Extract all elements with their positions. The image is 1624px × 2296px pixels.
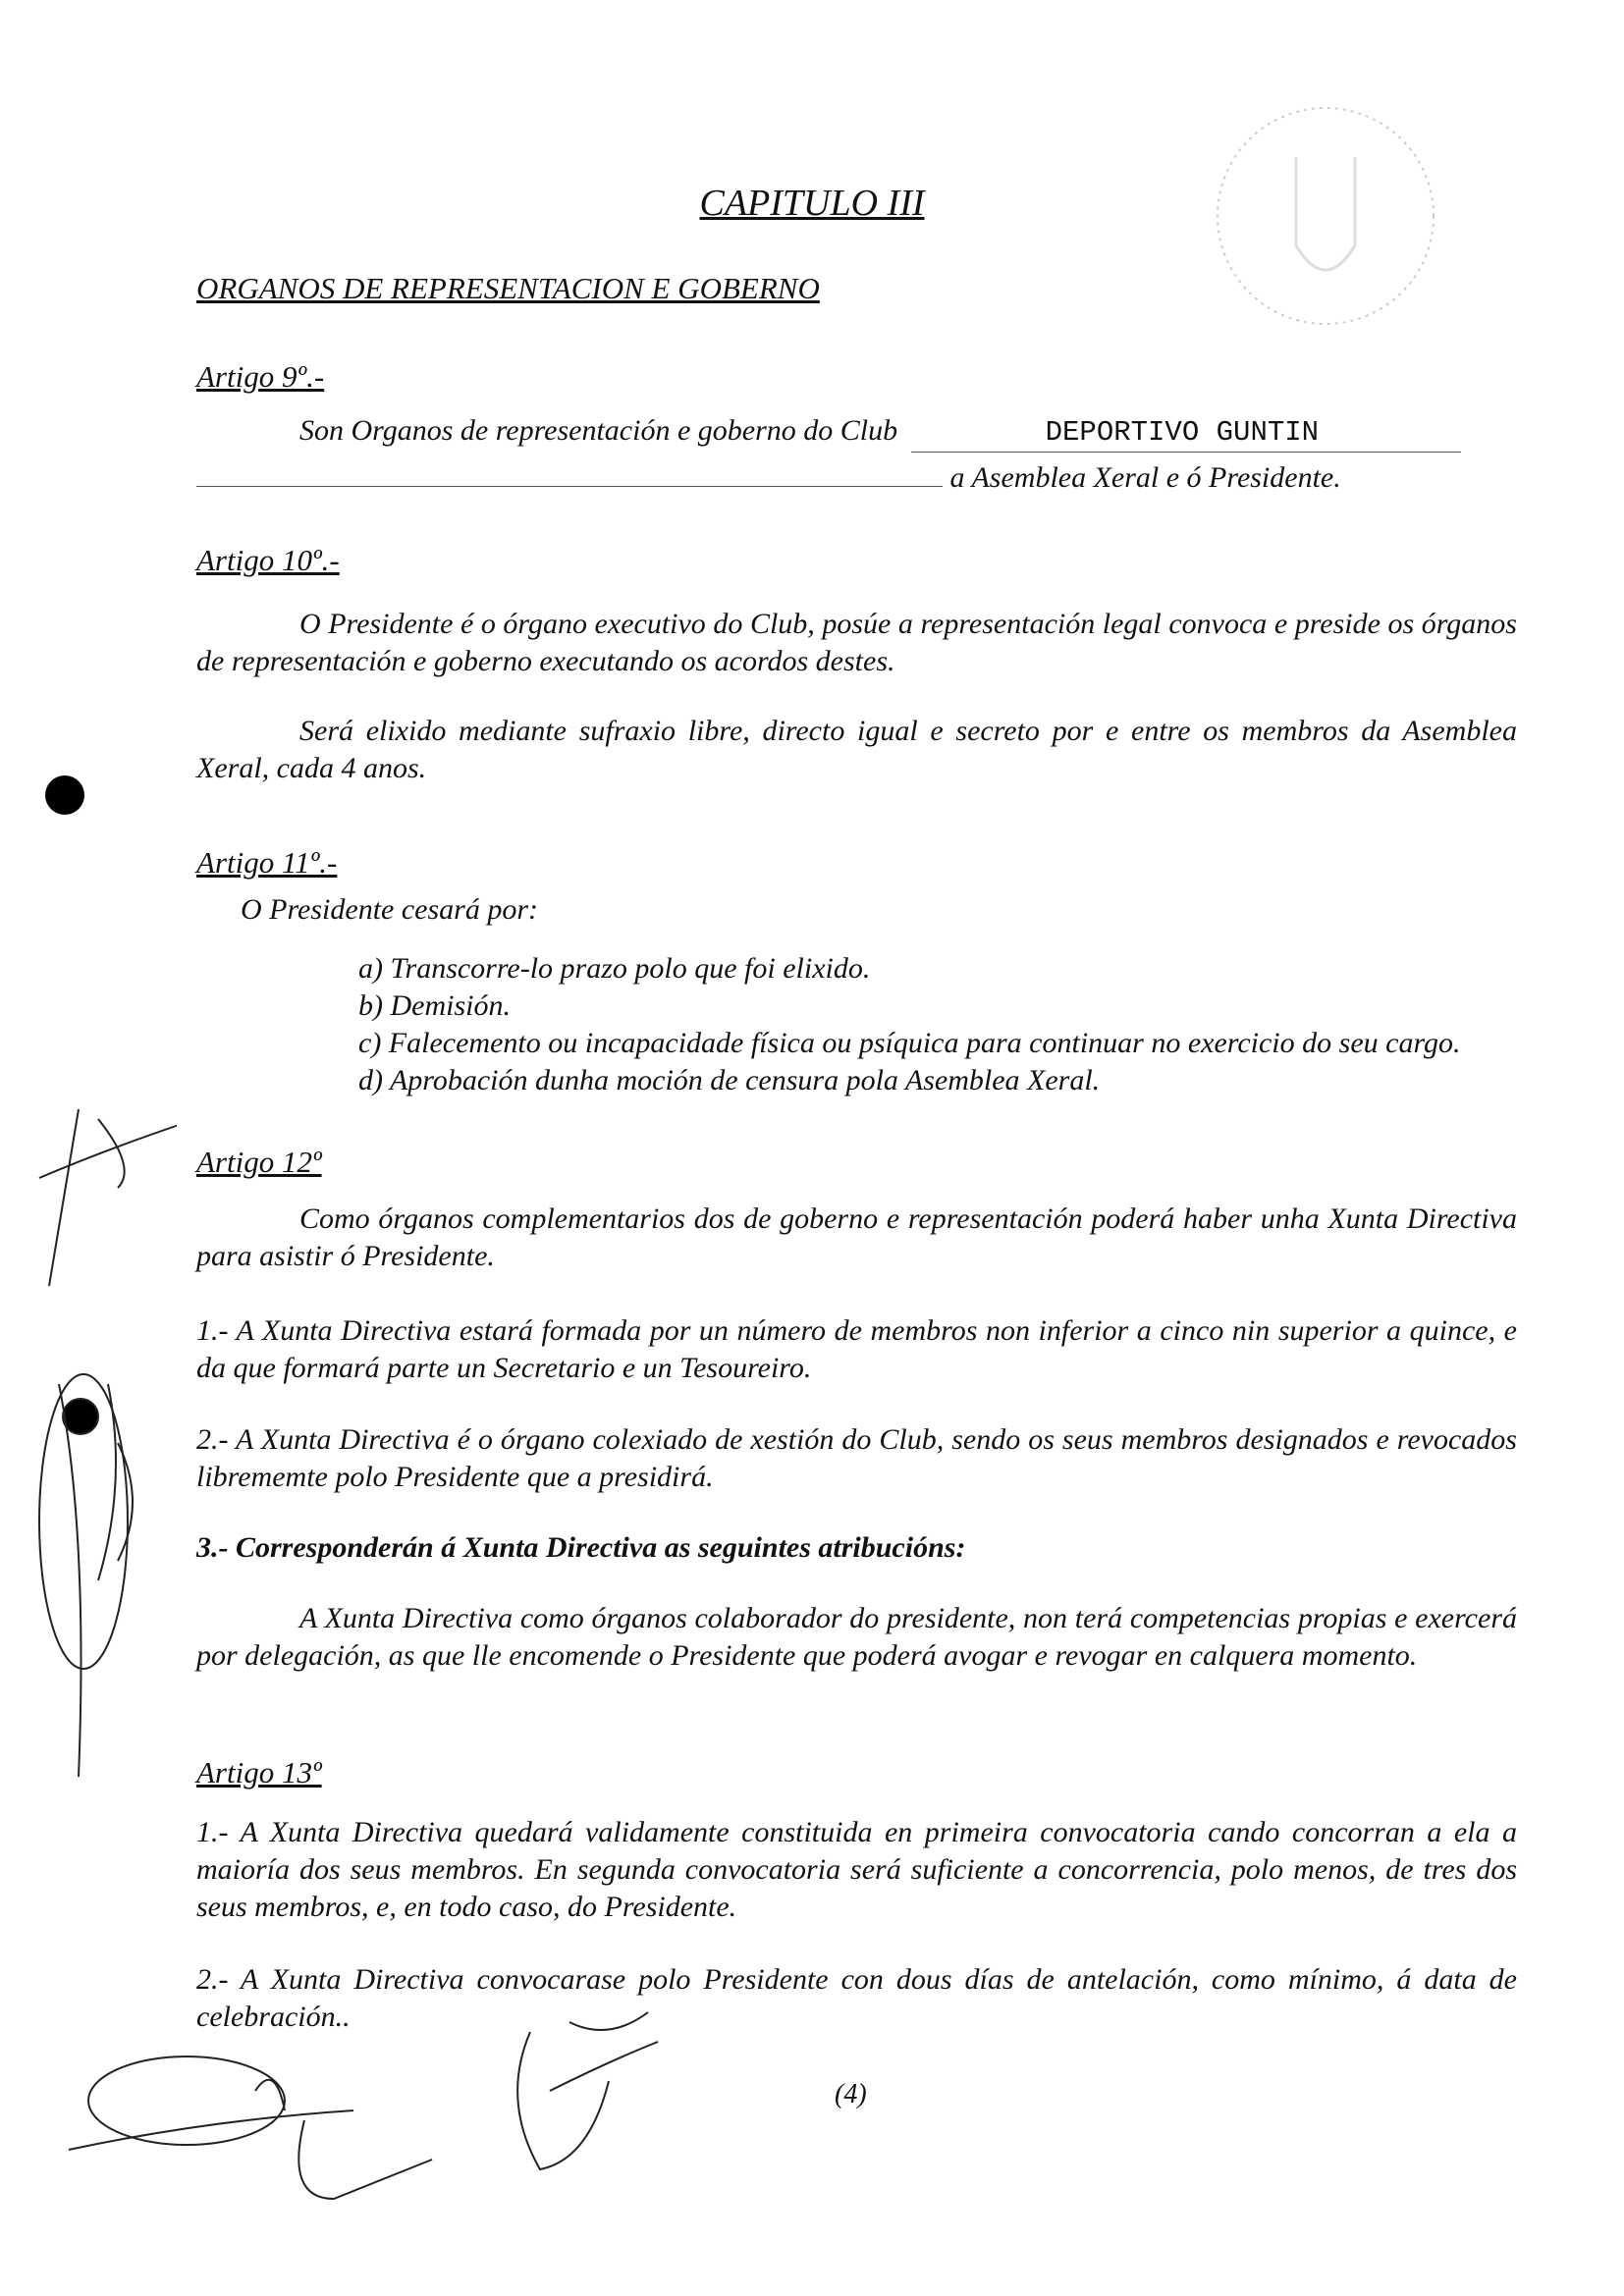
margin-signatures [20, 1090, 177, 1806]
list-item: c) Falecemento ou incapacidade física ou psíquica para continuar no exercicio do seu cargo. [358, 1027, 1461, 1059]
bottom-signatures [59, 2002, 746, 2258]
art11-list [196, 950, 1517, 1099]
list-item: a) Transcorre-lo prazo polo que foi elixido. [358, 952, 871, 985]
art9-heading: Artigo 9º.- [196, 359, 325, 394]
chapter-title: CAPITULO III [699, 183, 925, 224]
art11-heading: Artigo 11º.- [196, 845, 338, 880]
art10-heading: Artigo 10º.- [196, 543, 340, 577]
art12-p2: 1.- A Xunta Directiva estará formada por un número de membros non inferior a cinco nin superior a quince, e da que formará parte un Secretario e un Tesoureiro. [196, 1314, 1517, 1384]
list-item: b) Demisión. [358, 989, 511, 1022]
art13-heading: Artigo 13º [196, 1755, 322, 1789]
stamp-seal [1198, 98, 1453, 353]
art10-p2: Será elixido mediante sufraxio libre, directo igual e secreto por e entre os membros da Asemblea Xeral, cada 4 anos. [196, 715, 1517, 784]
list-item: d) Aprobación dunha moción de censura pola Asemblea Xeral. [358, 1064, 1101, 1096]
art12-p5: A Xunta Directiva como órganos colaborador do presidente, non terá competencias propias e exercerá por delegación, as que lle encomende o Presidente que poderá avogar e revogar en calquera momento. [196, 1602, 1517, 1672]
section-title: ORGANOS DE REPRESENTACION E GOBERNO [196, 271, 820, 305]
art9-text1: Son Organos de representación e goberno do Club [299, 414, 898, 447]
art9-text [196, 412, 1517, 453]
art9-text2: a Asemblea Xeral e ó Presidente. [949, 461, 1341, 494]
art12-heading: Artigo 12º [196, 1145, 322, 1179]
art12-p4: 3.- Corresponderán á Xunta Directiva as seguintes atribucións: [196, 1531, 966, 1564]
club-name: DEPORTIVO GUNTIN [1045, 416, 1320, 449]
art11-intro: O Presidente cesará por: [241, 893, 538, 926]
art12-p3: 2.- A Xunta Directiva é o órgano colexiado de xestión do Club, sendo os seus membros designados e revocados librememte polo Presidente que a presidirá. [196, 1423, 1517, 1493]
page-number: (4) [835, 2079, 867, 2109]
art12-p1: Como órganos complementarios dos de goberno e representación poderá haber unha Xunta Directiva para asistir ó Presidente. [196, 1202, 1517, 1272]
art13-p1: 1.- A Xunta Directiva quedará validamente constituida en primeira convocatoria cando concorran a ela a maioría dos seus membros. En segunda convocatoria será suficiente a concorrencia, polo menos, de tres dos seus membros, e, en todo caso, do Presidente. [196, 1816, 1517, 1923]
art13-p2: 2.- A Xunta Directiva convocarase polo Presidente con dous días de antelación, como mínimo, á data de celebración.. [196, 1963, 1517, 2033]
art10-p1: O Presidente é o órgano executivo do Club, posúe a representación legal convoca e preside os órganos de representación e goberno executando os acordos destes. [196, 608, 1517, 677]
